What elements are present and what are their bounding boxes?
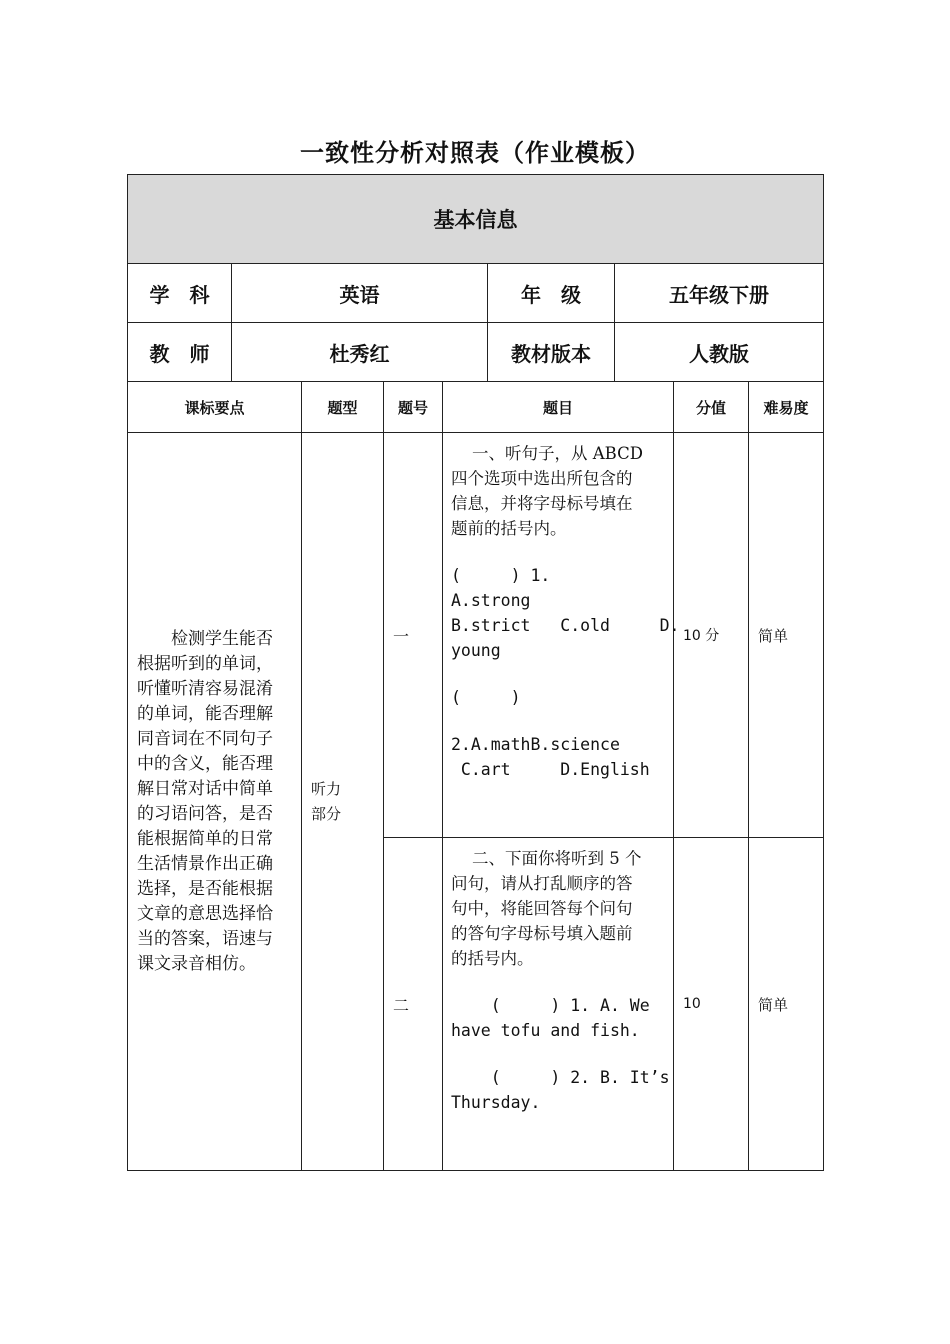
objective-line: 同音词在不同句子 <box>137 728 273 749</box>
col-question-number: 题号 <box>384 382 443 433</box>
objective-line: 听懂听清容易混淆 <box>137 678 273 699</box>
subject-value: 英语 <box>232 264 488 323</box>
question-number: 一 <box>384 433 443 838</box>
spacer <box>451 1043 665 1065</box>
question-line: 一、听句子，从 ABCD <box>451 444 643 463</box>
question-line: A.strong <box>451 591 531 610</box>
spacer <box>451 663 665 685</box>
page-title: 一致性分析对照表（作业模板） <box>300 139 650 167</box>
question-number: 二 <box>384 838 443 1171</box>
question-line: 的括号内。 <box>451 949 534 968</box>
edition-value: 人教版 <box>615 323 824 382</box>
question-line: ( ) 2. B. It’s <box>451 1068 670 1087</box>
question-line: 信息，并将字母标号填在 <box>451 494 633 513</box>
question-line: 2.A.mathB.science <box>451 735 620 754</box>
question-line: ( ) 1. <box>451 566 551 585</box>
grade-value: 五年级下册 <box>615 264 824 323</box>
question-type-line: 听力 <box>311 779 342 798</box>
consistency-table <box>127 174 824 1171</box>
question-line: C.art D.English <box>451 760 650 779</box>
col-objective: 课标要点 <box>128 382 302 433</box>
objective-line: 的习语问答，是否 <box>137 803 273 824</box>
edition-label: 教材版本 <box>488 323 615 382</box>
objective-line: 选择，是否能根据 <box>137 878 273 899</box>
col-score: 分值 <box>674 382 749 433</box>
question-type-line: 部分 <box>311 804 342 823</box>
col-difficulty: 难易度 <box>749 382 824 433</box>
question-line: 的答句字母标号填入题前 <box>451 924 633 943</box>
teacher-value: 杜秀红 <box>232 323 488 382</box>
spacer <box>451 541 665 563</box>
difficulty: 简单 <box>749 838 824 1171</box>
question-line: young <box>451 641 501 660</box>
score: 10 分 <box>674 433 749 838</box>
basic-info-header: 基本信息 <box>128 175 824 264</box>
question-line: 问句，请从打乱顺序的答 <box>451 874 633 893</box>
objective-line: 课文录音相仿。 <box>137 953 256 974</box>
col-question: 题目 <box>443 382 674 433</box>
objective-line: 生活情景作出正确 <box>137 853 273 874</box>
objective-line: 检测学生能否 <box>171 628 273 649</box>
question-line: ( ) 1. A. We <box>451 996 650 1015</box>
spacer <box>451 971 665 993</box>
question-text <box>443 433 680 838</box>
objective-line: 中的含义，能否理 <box>137 753 273 774</box>
question-line: ( ) <box>451 688 521 707</box>
question-line: 句中，将能回答每个问句 <box>451 899 633 918</box>
question-line: have tofu and fish. <box>451 1021 640 1040</box>
question-line: 四个选项中选出所包含的 <box>451 469 633 488</box>
question-line: 二、下面你将听到 5 个 <box>451 849 642 868</box>
question-type <box>302 433 384 1171</box>
question-line: Thursday. <box>451 1093 541 1112</box>
score: 10 <box>674 838 749 1171</box>
objective-line: 解日常对话中简单 <box>137 778 273 799</box>
question-line: B.strict C.old D. <box>451 616 680 635</box>
subject-label: 学 科 <box>128 264 232 323</box>
objective-line: 根据听到的单词， <box>137 653 273 674</box>
teacher-label: 教 师 <box>128 323 232 382</box>
grade-label: 年 级 <box>488 264 615 323</box>
spacer <box>451 710 665 732</box>
question-line: 题前的括号内。 <box>451 519 567 538</box>
difficulty: 简单 <box>749 433 824 838</box>
objective-line: 文章的意思选择恰 <box>137 903 273 924</box>
objective-text <box>128 433 302 1171</box>
objective-line: 的单词，能否理解 <box>137 703 273 724</box>
objective-line: 当的答案，语速与 <box>137 928 273 949</box>
question-text <box>443 838 674 1171</box>
col-question-type: 题型 <box>302 382 384 433</box>
objective-line: 能根据简单的日常 <box>137 828 273 849</box>
